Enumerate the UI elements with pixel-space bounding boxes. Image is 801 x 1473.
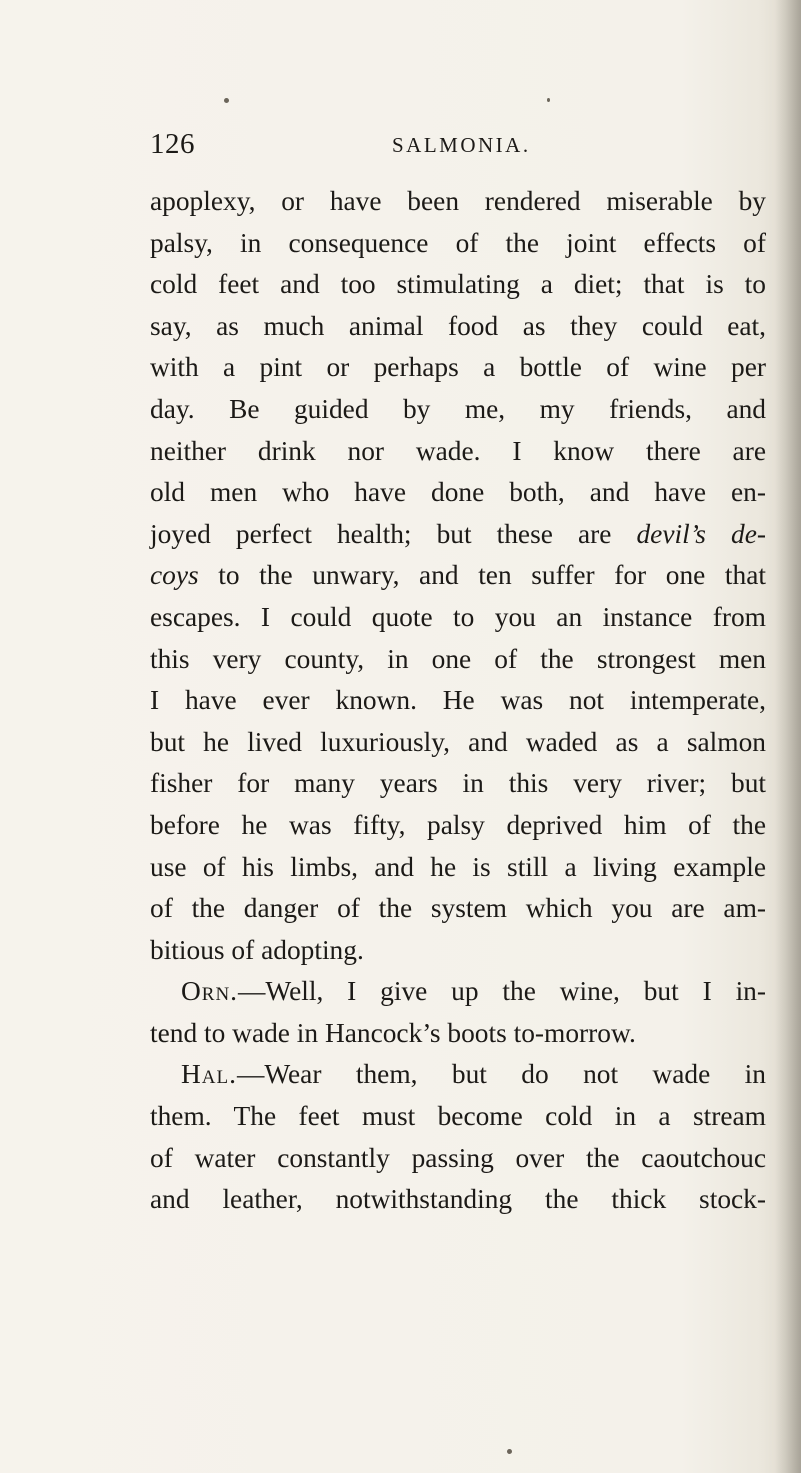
text-line: neither drink nor wade. I know there are	[150, 435, 766, 466]
text-line: this very county, in one of the strongest men	[150, 643, 766, 674]
line-text: —Wear them, but do not wade in	[236, 1059, 766, 1090]
paper-speck	[507, 1449, 512, 1454]
italic-phrase: coys	[150, 560, 199, 591]
text-line: of water constantly passing over the caoutchouc	[150, 1142, 766, 1173]
page-number: 126	[150, 128, 195, 160]
body-text	[150, 181, 766, 1221]
paper-speck	[547, 98, 550, 102]
page-edge-shadow	[775, 0, 801, 1473]
text-line: before he was fifty, palsy deprived him of the	[150, 809, 766, 840]
text-line: use of his limbs, and he is still a living example	[150, 851, 766, 882]
text-line: with a pint or perhaps a bottle of wine per	[150, 352, 766, 383]
paper-speck	[224, 98, 229, 103]
text-line: them. The feet must become cold in a stream	[150, 1101, 766, 1132]
text-line: of the danger of the system which you are am-	[150, 893, 766, 924]
page-header	[150, 128, 766, 164]
text-line: fisher for many years in this very river; but	[150, 768, 766, 799]
text-line: apoplexy, or have been rendered miserable by	[150, 186, 766, 216]
text-line-with-italic	[150, 555, 766, 597]
speaker-name: Hal.	[181, 1059, 237, 1090]
text-line-with-italic	[150, 514, 766, 556]
text-line: tend to wade in Hancock’s boots to-morrow.	[150, 1017, 636, 1048]
text-line: palsy, in consequence of the joint effects of	[150, 227, 766, 258]
text-line: escapes. I could quote to you an instance from	[150, 601, 766, 632]
dialogue-line-orn	[150, 971, 766, 1013]
dialogue-line-hal	[150, 1054, 766, 1096]
line-text: joyed perfect health; but these are	[150, 518, 612, 549]
text-line: cold feet and too stimulating a diet; that is to	[150, 269, 766, 300]
text-line: and leather, notwithstanding the thick stock-	[150, 1184, 766, 1215]
running-head: SALMONIA.	[392, 133, 531, 157]
italic-phrase: devil’s de-	[636, 518, 766, 549]
line-text: —Well, I give up the wine, but I in-	[238, 976, 766, 1007]
text-line: old men who have done both, and have en-	[150, 477, 766, 508]
text-line: say, as much animal food as they could eat,	[150, 310, 766, 341]
line-text: to the unwary, and ten suffer for one that	[218, 560, 766, 591]
speaker-name: Orn.	[181, 976, 239, 1007]
text-line: I have ever known. He was not intemperate,	[150, 685, 766, 716]
text-line: day. Be guided by me, my friends, and	[150, 393, 766, 424]
text-line: but he lived luxuriously, and waded as a salmon	[150, 726, 766, 757]
text-line: bitious of adopting.	[150, 934, 364, 965]
